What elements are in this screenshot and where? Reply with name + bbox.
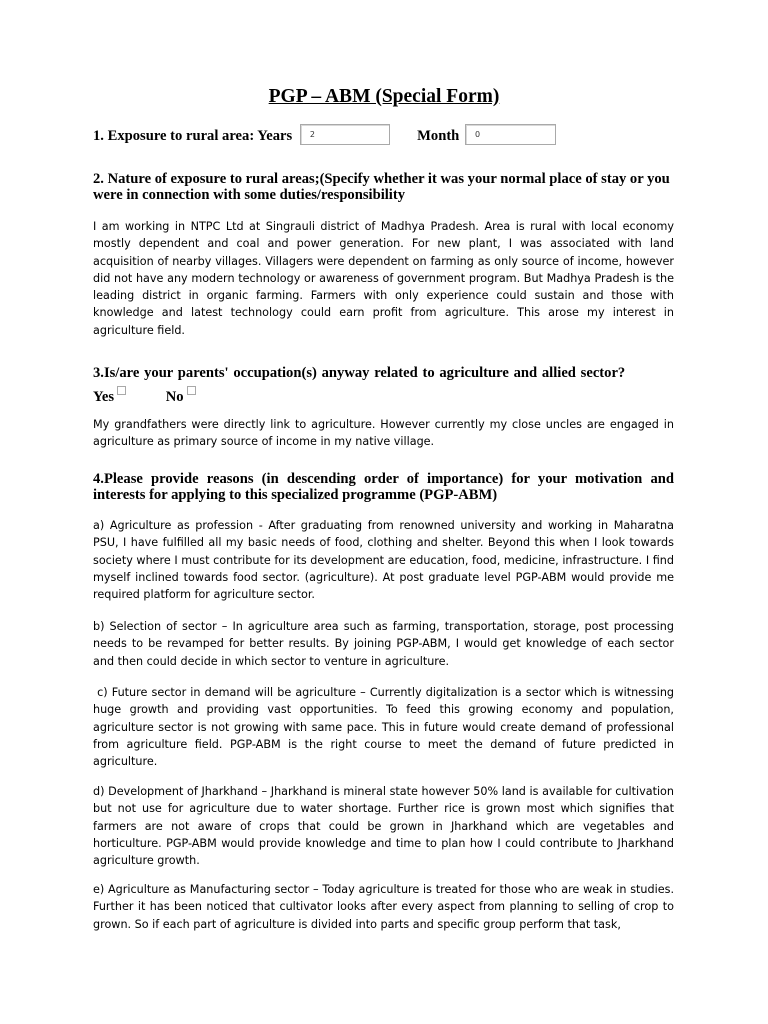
- question-2-answer: I am working in NTPC Ltd at Singrauli district of Madhya Pradesh. Area is rural with local economy mostly dependent and coal and power generation. For new plant, I was associated with land acquisition of nearby villages. Villagers were dependent on farming as only source of income, however did not have any modern technology or awareness of government program. But Madhya Pradesh is the leading district in organic farming. Farmers with only experience could sustain and those with knowledge and latest technology could earn profit from agriculture. This arose my interest in agriculture field.: [93, 220, 674, 337]
- month-input[interactable]: 0: [465, 124, 556, 145]
- reason-d: d) Development of Jharkhand – Jharkhand is mineral state however 50% land is available for cultivation but not use for agriculture due to water shortage. Further rice is grown most which signifies that farmers are not aware of crops that could be grown in Jharkhand which are vegetables and horticulture. PGP-ABM would provide knowledge and time to plan how I could contribute to Jharkhand agriculture growth.: [93, 785, 674, 868]
- years-label: 1. Exposure to rural area: Years: [93, 128, 293, 144]
- reason-a: a) Agriculture as profession - After graduating from renowned university and working in Maharatna PSU, I have fulfilled all my basic needs of food, clothing and shelter. Beyond this when I look towards society where I must contribute for its development are education, food, medicine, infrastructure. I find myself inclined towards food sector. (agriculture). At post graduate level PGP-ABM would provide me required platform for agriculture sector.: [93, 519, 674, 602]
- question-3-heading: [93, 361, 674, 409]
- month-label: Month: [417, 128, 460, 144]
- reason-c: c) Future sector in demand will be agriculture – Currently digitalization is a sector which is witnessing huge growth and providing vast opportunities. To feed this growing economy and population, agriculture sector is not growing with same pace. This in future would create demand of professional from agriculture field. PGP-ABM is the right course to meet the demand of future predicted in agriculture.: [93, 686, 678, 769]
- form-title: PGP – ABM (Special Form): [268, 86, 500, 107]
- question-2-heading: 2. Nature of exposure to rural areas;(Specify whether it was your normal place of stay or you were in connection with some duties/responsibility: [93, 171, 670, 203]
- question-4-heading: 4.Please provide reasons (in descending order of importance) for your motivation and interests for applying to this specialized programme (PGP-ABM): [93, 471, 674, 503]
- yes-label: Yes: [93, 389, 115, 405]
- reason-b: b) Selection of sector – In agriculture area such as farming, transportation, storage, post processing needs to be revamped for better results. By joining PGP-ABM, I would get knowledge of each sector and then could decide in which sector to venture in agriculture.: [93, 620, 674, 668]
- no-checkbox[interactable]: [187, 386, 196, 395]
- question-3-answer: My grandfathers were directly link to agriculture. However currently my close uncles are engaged in agriculture as primary source of income in my native village.: [93, 418, 674, 449]
- yes-checkbox[interactable]: [117, 386, 126, 395]
- years-input[interactable]: 2: [300, 124, 390, 145]
- question-1-row: [93, 128, 674, 145]
- no-label: No: [165, 389, 184, 405]
- question-3-text: 3.Is/are your parents' occupation(s) anyway related to agriculture and allied sector?: [93, 365, 626, 381]
- reason-e: e) Agriculture as Manufacturing sector – Today agriculture is treated for those who are weak in studies. Further it has been noticed that cultivator looks after every aspect from planning to selling of crop to grown. So if each part of agriculture is divided into parts and specific group perform that task,: [93, 883, 674, 931]
